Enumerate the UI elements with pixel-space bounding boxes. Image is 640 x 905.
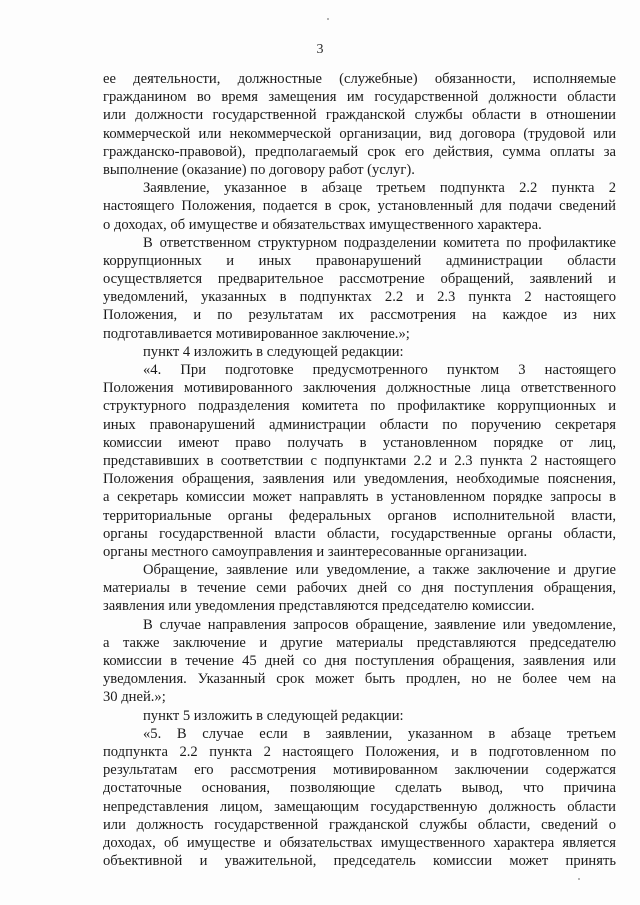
text-line: а также заключение и другие материалы представляются председателю	[103, 634, 616, 651]
text-line: осуществляется предварительное рассмотрение обращений, заявлений и	[103, 271, 616, 288]
text-line: материалы в течение семи рабочих дней со дня поступления обращения,	[103, 580, 616, 597]
text-line: комиссии в течение 45 дней со дня поступления обращения, заявления или	[103, 653, 616, 669]
text-line: органы государственной власти области, государственные органы области,	[103, 525, 616, 542]
text-line: а секретарь комиссии может направлять в установленном порядке запросы в	[103, 489, 616, 506]
document-body	[103, 70, 616, 870]
text-line: «4. При подготовке предусмотренного пунктом 3 настоящего	[143, 362, 616, 378]
text-line: гражданско-правовой), предполагаемый срок его действия, сумма оплаты за	[103, 143, 616, 160]
text-line: Положения мотивированного заключения должностные лица ответственного	[103, 380, 616, 397]
text-line: 30 дней.»;	[103, 689, 166, 706]
text-line: подпункта 2.2 пункта 2 настоящего Положения, и в подготовленном по	[103, 743, 616, 760]
page-number: 3	[316, 42, 324, 57]
text-line: подготавливается мотивированное заключение.»;	[103, 325, 410, 342]
text-line: или должности государственной гражданской службы области в отношении	[103, 107, 616, 124]
text-line: структурного подразделения комитета по профилактике коррупционных и	[103, 398, 616, 415]
text-line: представивших в соответствии с подпунктами 2.2 и 2.3 пункта 2 настоящего	[103, 452, 616, 469]
text-line: территориальные органы федеральных органов исполнительной власти,	[103, 507, 616, 524]
scan-speck	[578, 878, 580, 880]
text-line: В случае направления запросов обращение, заявление или уведомление,	[143, 616, 616, 633]
text-line: комиссии имеют право получать в установленном порядке от лиц,	[103, 434, 616, 451]
text-line: пункт 5 изложить в следующей редакции:	[143, 707, 404, 724]
text-line: или должность государственной гражданской службы области, сведений о	[103, 816, 616, 833]
text-line: Заявление, указанное в абзаце третьем подпункта 2.2 пункта 2	[143, 180, 616, 197]
text-line: В ответственном структурном подразделении комитета по профилактике	[143, 234, 616, 251]
text-line: пункт 4 изложить в следующей редакции:	[143, 343, 404, 360]
text-line: иных правонарушений администрации области по поручению секретаря	[103, 416, 616, 433]
text-line: уведомлений, указанных в подпунктах 2.2 и 2.3 пункта 2 настоящего	[103, 289, 616, 306]
text-line: Положения, и по результатам их рассмотрения на каждое из них	[103, 307, 616, 324]
text-line: о доходах, об имуществе и обязательствах имущественного характера.	[103, 216, 542, 233]
text-line: Положения обращения, заявления или уведомления, необходимые пояснения,	[103, 471, 616, 488]
text-line: непредставления лицом, замещающим государственную должность области	[103, 798, 616, 815]
text-line: «5. В случае если в заявлении, указанном в абзаце третьем	[143, 725, 616, 742]
text-line: коррупционных и иных правонарушений администрации области	[103, 252, 616, 269]
text-line: ее деятельности, должностные (служебные) обязанности, исполняемые	[103, 71, 616, 87]
text-line: гражданином во время замещения им государственной должности области	[103, 89, 616, 106]
text-line: настоящего Положения, подается в срок, установленный для подачи сведений	[103, 198, 616, 215]
text-line: органы местного самоуправления и заинтересованные организации.	[103, 543, 528, 560]
text-line: уведомления. Указанный срок может быть продлен, но не более чем на	[103, 671, 616, 688]
text-line: заявления или уведомления представляются председателю комиссии.	[103, 598, 535, 615]
text-line: объективной и уважительной, председатель комиссии может принять	[103, 853, 616, 870]
scan-speck	[327, 18, 329, 20]
text-line: результатам его рассмотрения мотивированном заключении содержатся	[103, 762, 616, 779]
text-line: выполнение (оказание) по договору работ (услуг).	[103, 161, 415, 178]
text-line: достаточные основания, позволяющие сделать вывод, что причина	[103, 780, 616, 797]
text-line: доходах, об имуществе и обязательствах имущественного характера является	[103, 834, 616, 851]
text-line: Обращение, заявление или уведомление, а также заключение и другие	[143, 562, 616, 579]
text-line: коммерческой или некоммерческой организации, вид договора (трудовой или	[103, 125, 616, 142]
